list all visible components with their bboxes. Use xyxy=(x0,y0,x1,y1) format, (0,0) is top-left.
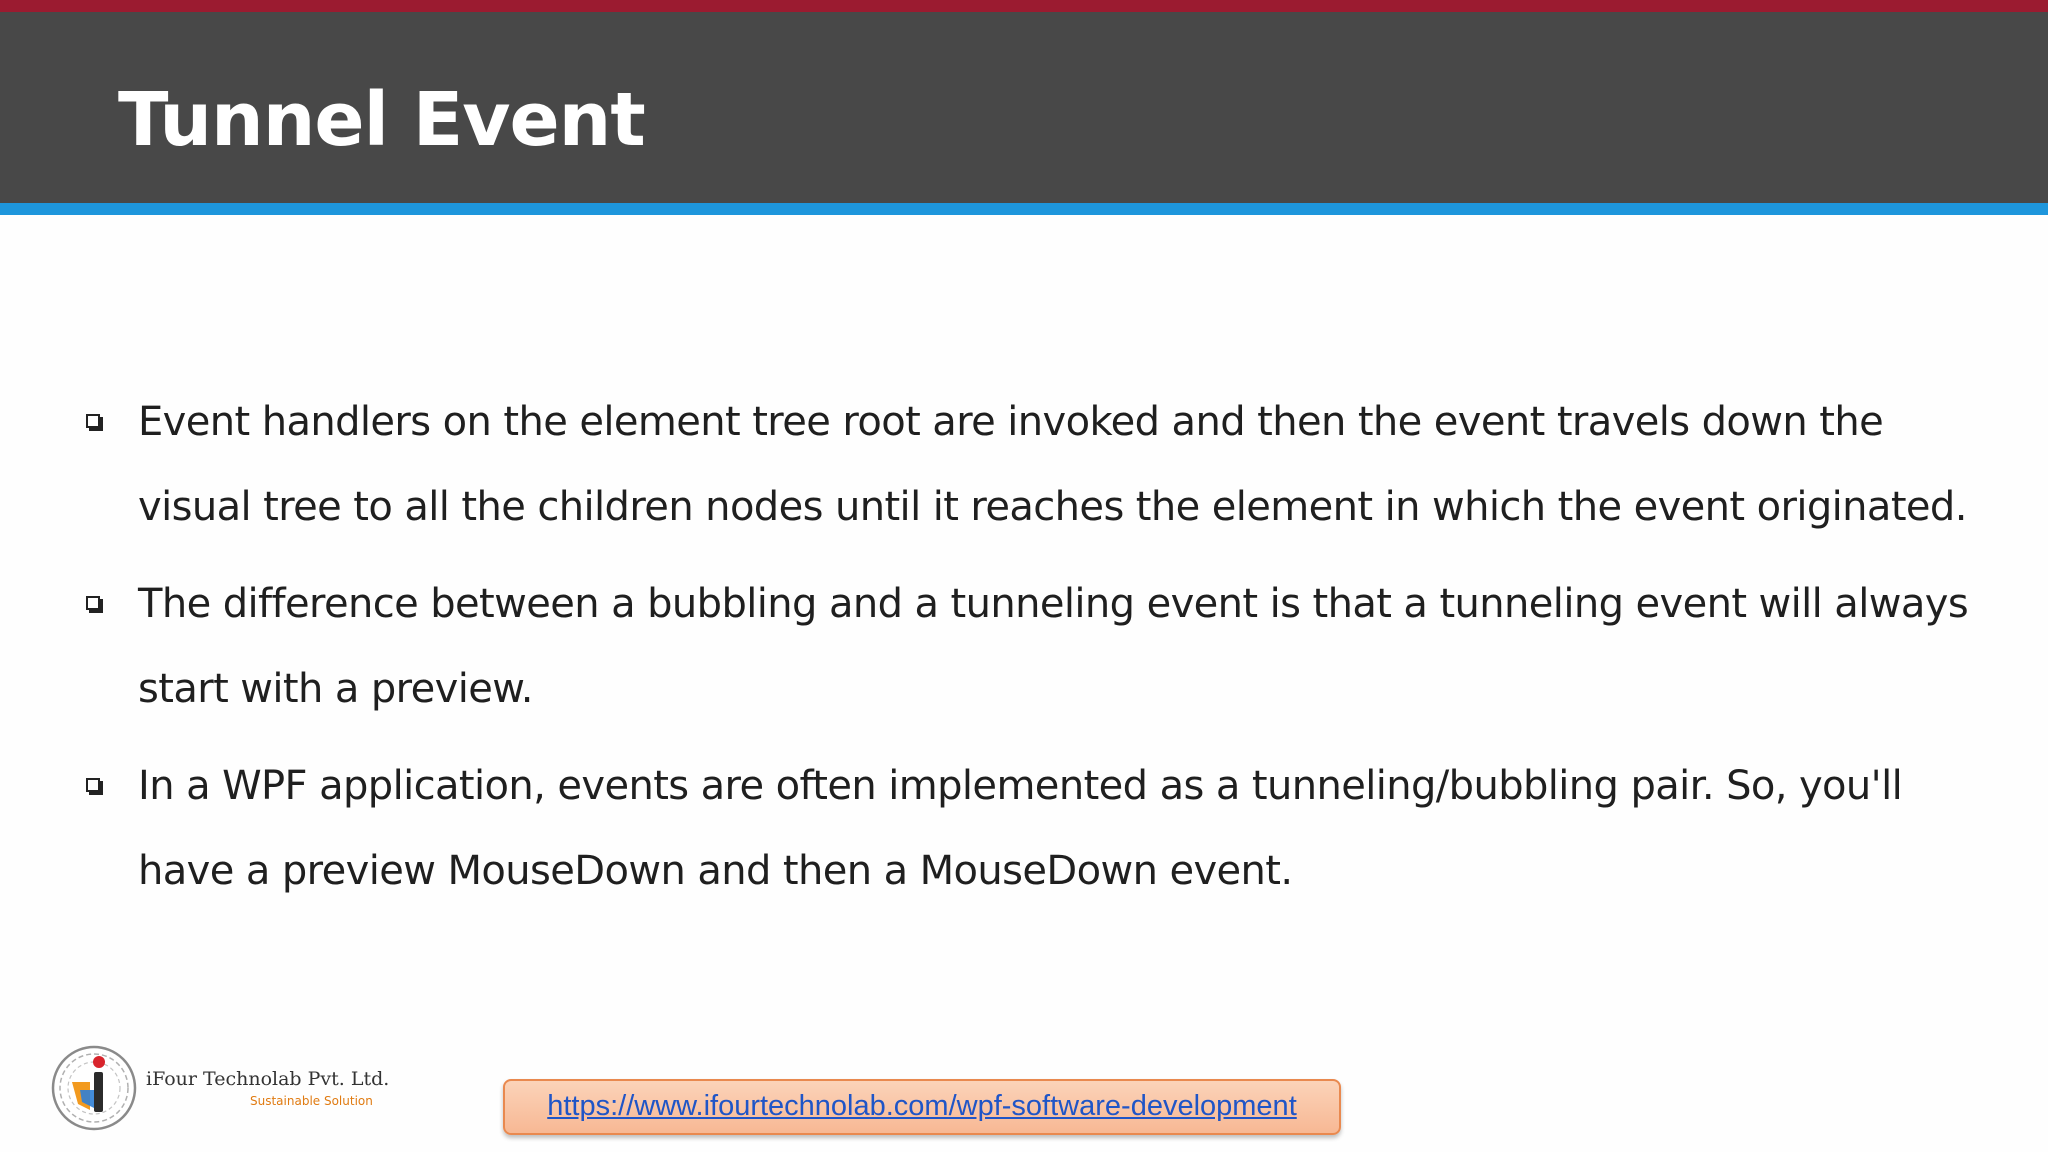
bullet-text: The difference between a bubbling and a tunneling event is that a tunneling event will always start with a preview. xyxy=(138,581,1969,712)
bullet-text: In a WPF application, events are often implemented as a tunneling/bubbling pair. So, you'll have a preview MouseDown and then a MouseDown event. xyxy=(138,763,1903,894)
bullet-item xyxy=(80,380,2000,550)
bullet-item xyxy=(80,562,2000,732)
bullet-text: Event handlers on the element tree root are invoked and then the event travels down the visual tree to all the children nodes until it reaches the element in which the event originated. xyxy=(138,399,1967,530)
checkbox-bullet-icon xyxy=(86,596,100,610)
checkbox-bullet-icon xyxy=(86,414,100,428)
bullet-list xyxy=(80,380,2000,926)
website-link[interactable]: https://www.ifourtechnolab.com/wpf-software-development xyxy=(547,1090,1297,1122)
bullet-item xyxy=(80,744,2000,914)
header-underline xyxy=(0,203,2048,215)
company-name: iFour Technolab Pvt. Ltd. xyxy=(146,1068,390,1090)
slide-title: Tunnel Event xyxy=(118,77,645,163)
ifour-logo-icon xyxy=(50,1044,138,1132)
url-box xyxy=(503,1079,1341,1135)
top-accent-stripe xyxy=(0,0,2048,12)
checkbox-bullet-icon xyxy=(86,778,100,792)
company-tagline: Sustainable Solution xyxy=(250,1094,373,1108)
